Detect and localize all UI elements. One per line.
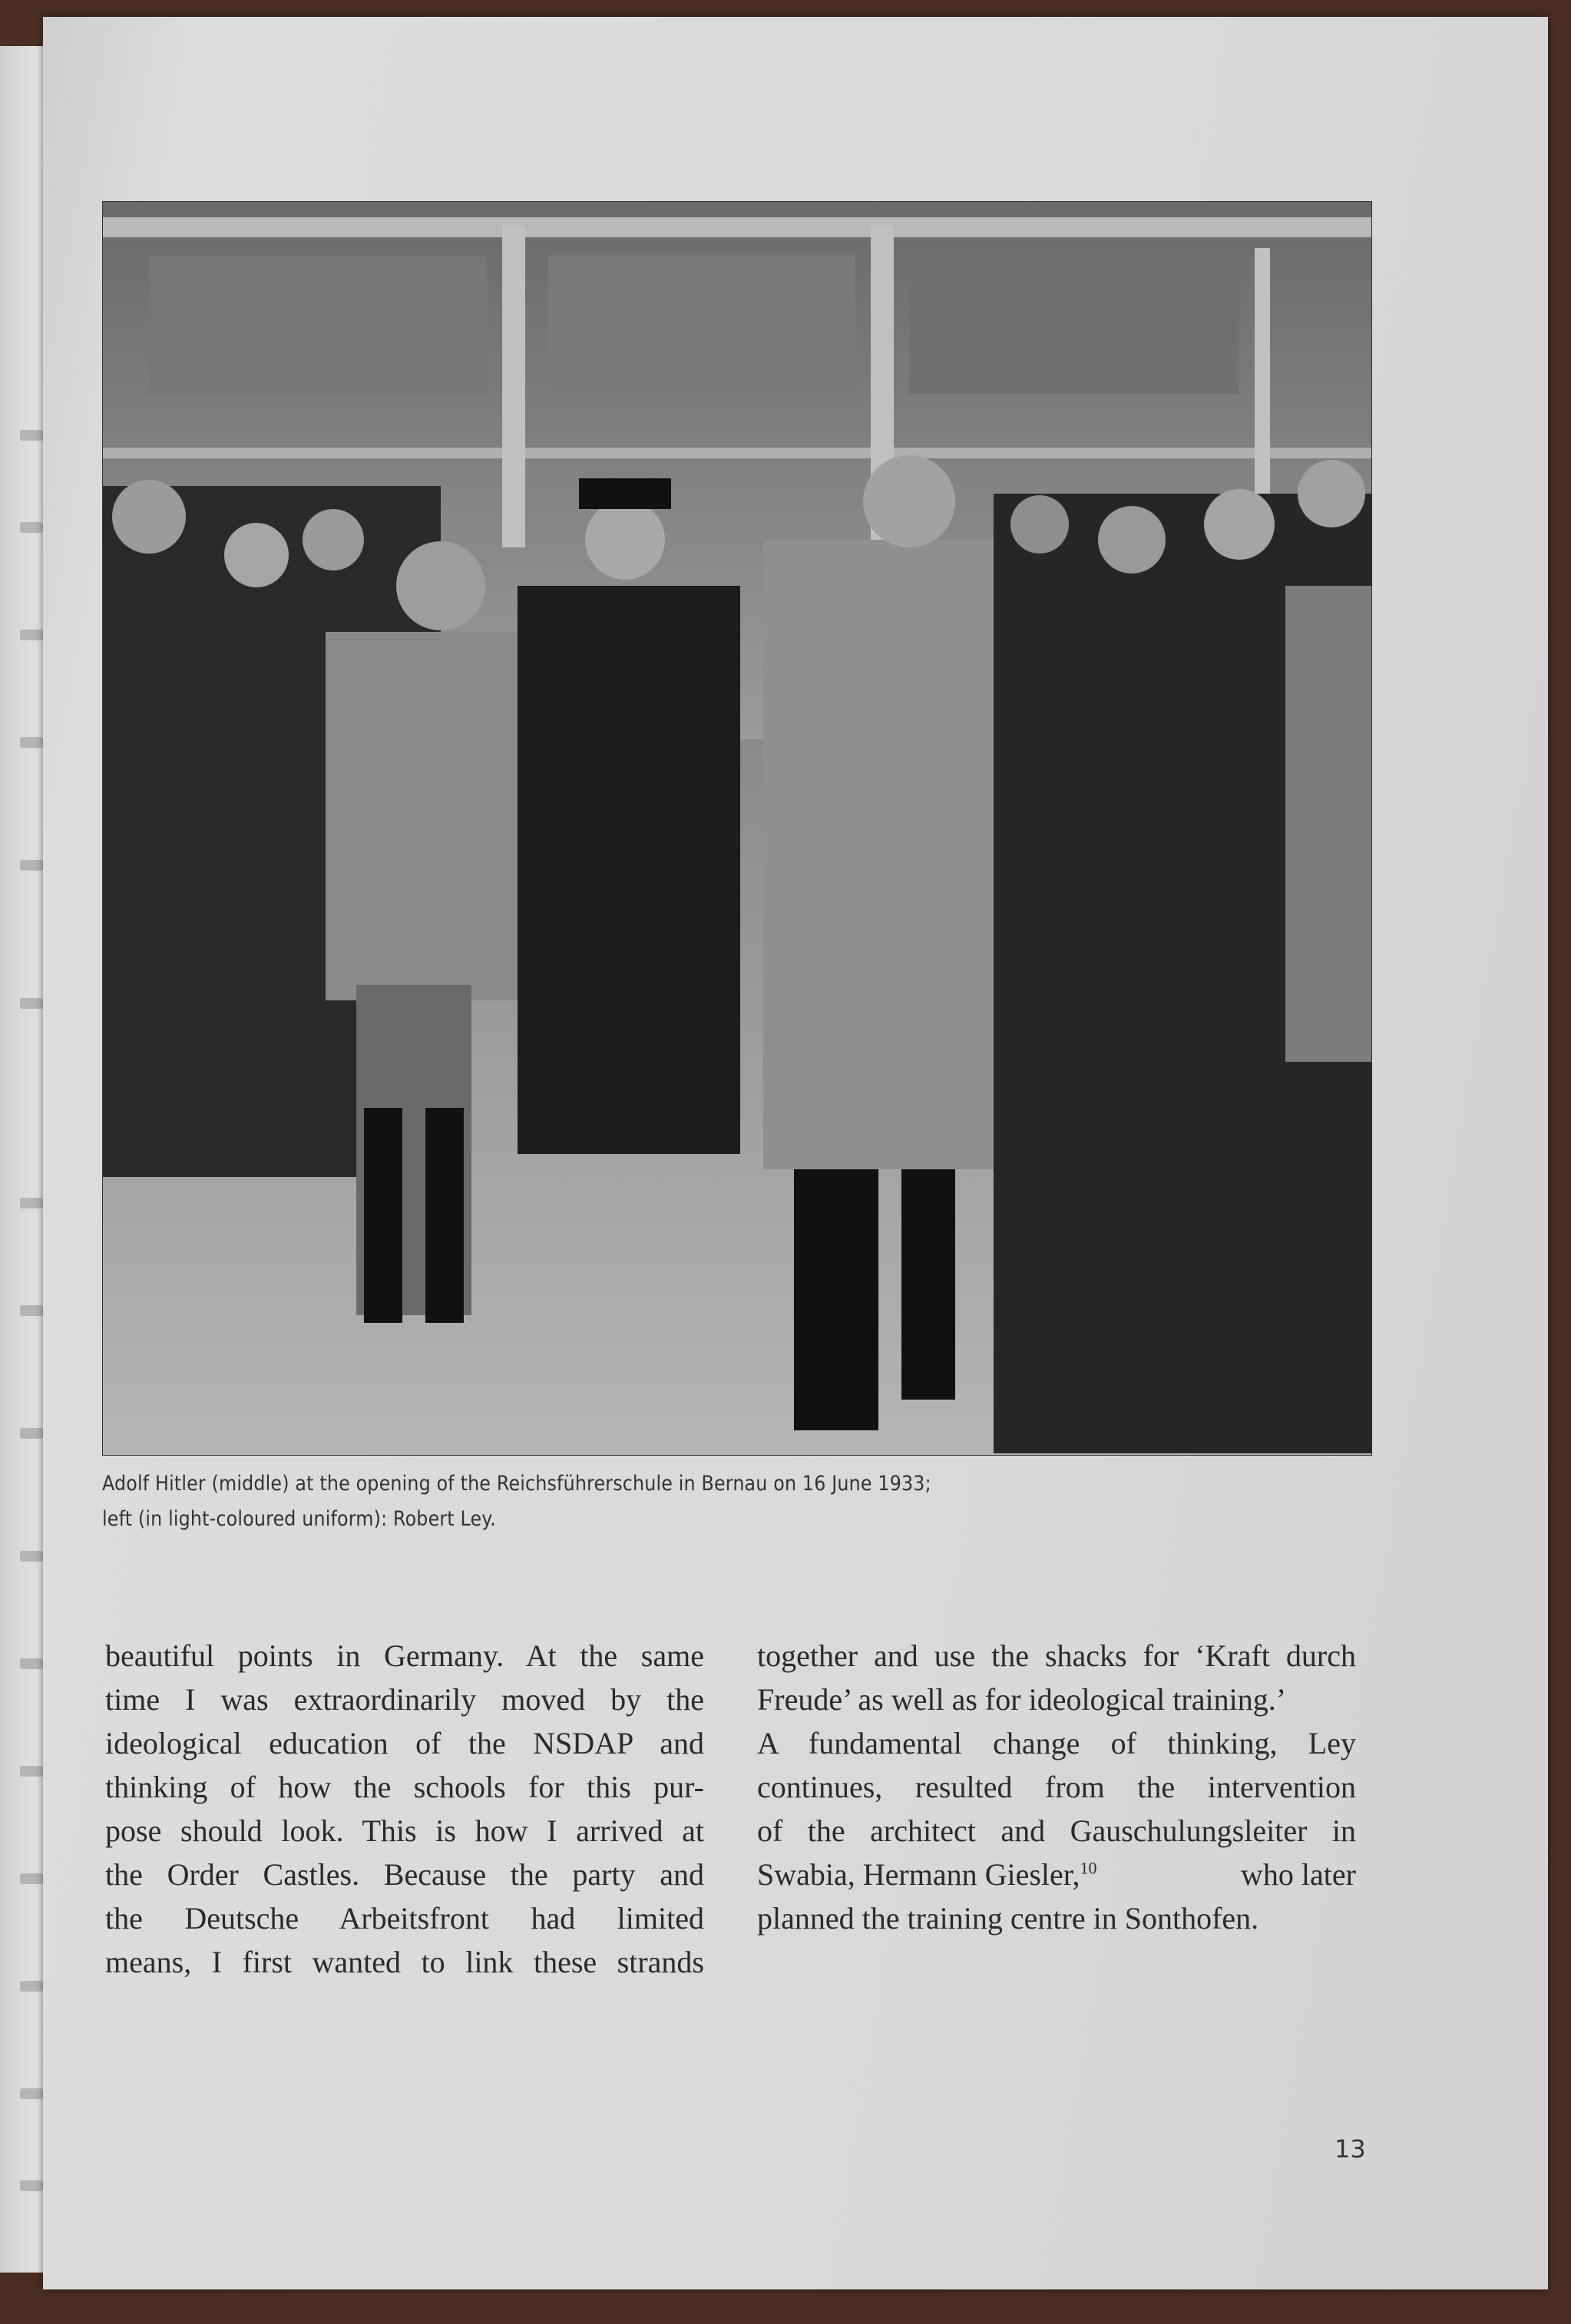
photo-caption [102,1466,1210,1537]
text-line: the Order Castles. Because the party and [105,1857,704,1892]
body-text-right-column [757,1634,1356,1940]
text-segment: who later [1241,1857,1356,1892]
text-segment: Swabia, Hermann Giesler, [757,1857,1080,1892]
text-line: continues, resulted from the intervention [757,1770,1356,1804]
footnote-reference: 10 [1080,1858,1097,1878]
text-line: means, I first wanted to link these strands [105,1945,704,1979]
text-line: ideological education of the NSDAP and [105,1726,704,1760]
text-line: A fundamental change of thinking, Ley [757,1726,1356,1760]
text-line: planned the training centre in Sonthofen. [757,1901,1259,1936]
body-text-left-column [105,1634,704,1984]
text-line: thinking of how the schools for this pur- [105,1770,704,1804]
text-line: together and use the shacks for ‘Kraft durch [757,1638,1356,1673]
text-line: the Deutsche Arbeitsfront had limited [105,1901,704,1936]
black-and-white-photo [102,201,1372,1456]
text-line: Freude’ as well as for ideological training.’ [757,1682,1287,1717]
text-line: beautiful points in Germany. At the same [105,1638,704,1673]
page-number: 13 [1335,2134,1366,2164]
caption-line-2: left (in light-coloured uniform): Robert Ley. [102,1507,496,1531]
text-line-with-footnote [757,1853,1356,1896]
text-line: of the architect and Gauschulungsleiter in [757,1813,1356,1848]
text-line: time I was extraordinarily moved by the [105,1682,704,1717]
text-line: pose should look. This is how I arrived at [105,1813,704,1848]
caption-line-1: Adolf Hitler (middle) at the opening of the Reichsführerschule in Bernau on 16 June 1933; [102,1472,931,1496]
previous-page-edge [0,46,45,2273]
